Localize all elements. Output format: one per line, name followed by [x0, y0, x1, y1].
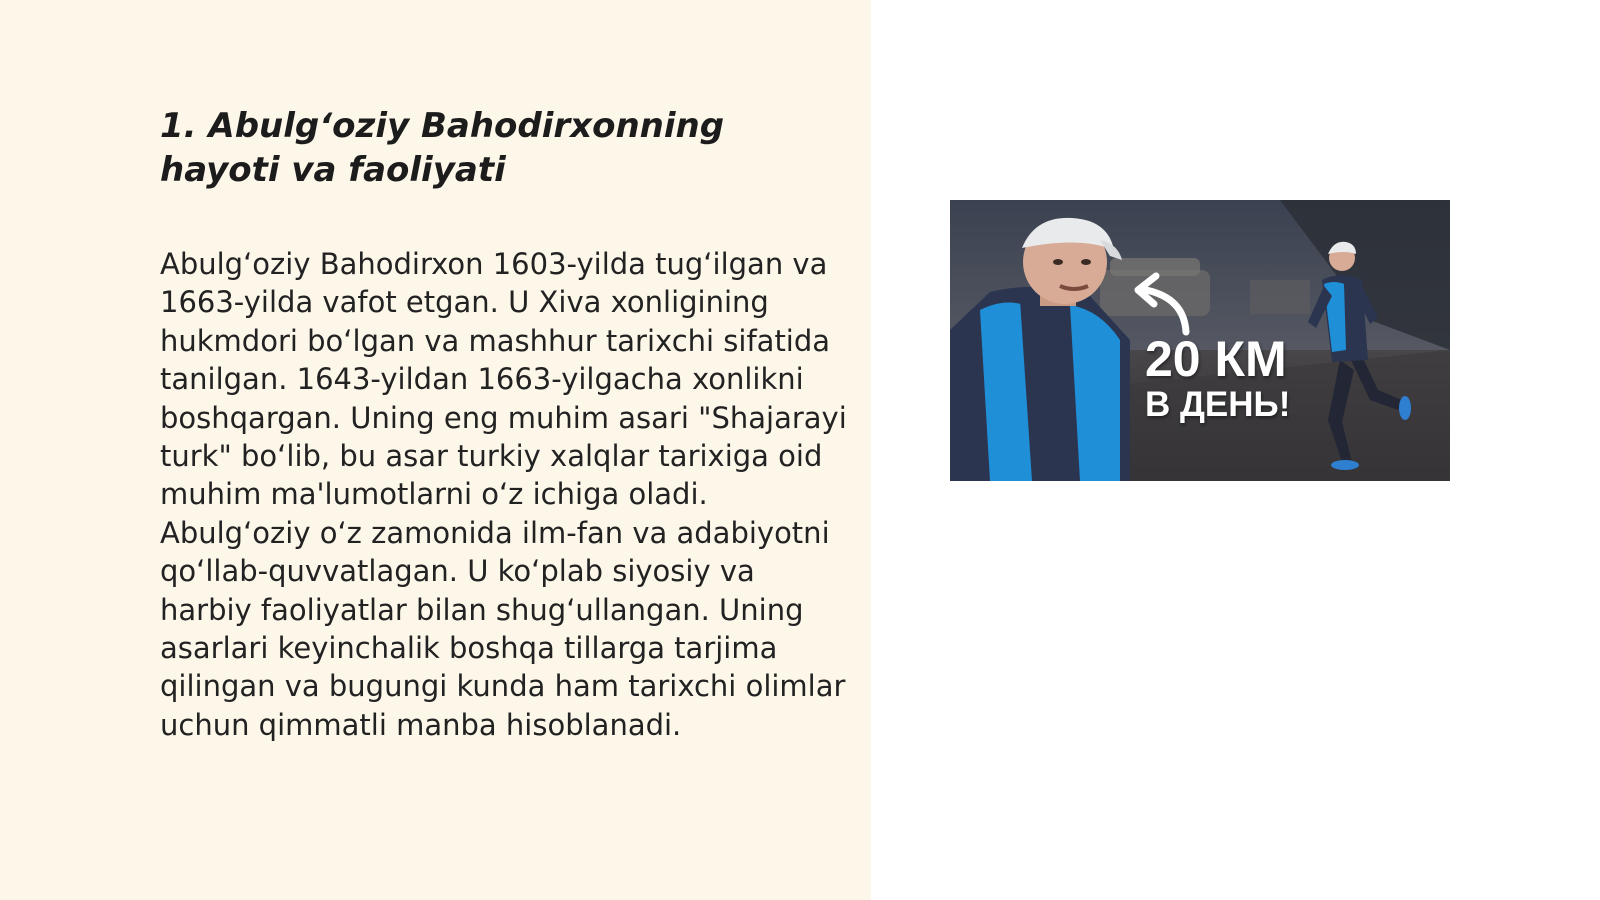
- overlay-per-day-text: В ДЕНЬ!: [1145, 385, 1291, 424]
- slide-body-text: Abulg‘oziy Bahodirxon 1603-yilda tug‘ilgan va 1663-yilda vafot etgan. U Xiva xonligining hukmdori bo‘lgan va mashhur tarixchi sifatida tanilgan. 1643-yildan 1663-yilgacha xonlikni boshqargan. Uning eng muhim asari "Shajarayi turk" bo‘lib, bu asar turkiy xalqlar tarixiga oid muhim ma'lumotlarni o‘z ichiga oladi. Abulg‘oziy o‘z zamonida ilm-fan va adabiyotni qo‘llab-quvvatlagan. U ko‘plab siyosiy va harbiy faoliyatlar bilan shug‘ullangan. Uning asarlari keyinchalik boshqa tillarga tarjima qilingan va bugungi kunda ham tarixchi olimlar uchun qimmatli manba hisoblanadi.: [160, 247, 847, 742]
- runner-photo: [950, 200, 1450, 481]
- slide-title: 1. Abulg‘oziy Bahodirxonning hayoti va faoliyati: [160, 106, 725, 190]
- overlay-distance-text: 20 КМ: [1145, 331, 1287, 387]
